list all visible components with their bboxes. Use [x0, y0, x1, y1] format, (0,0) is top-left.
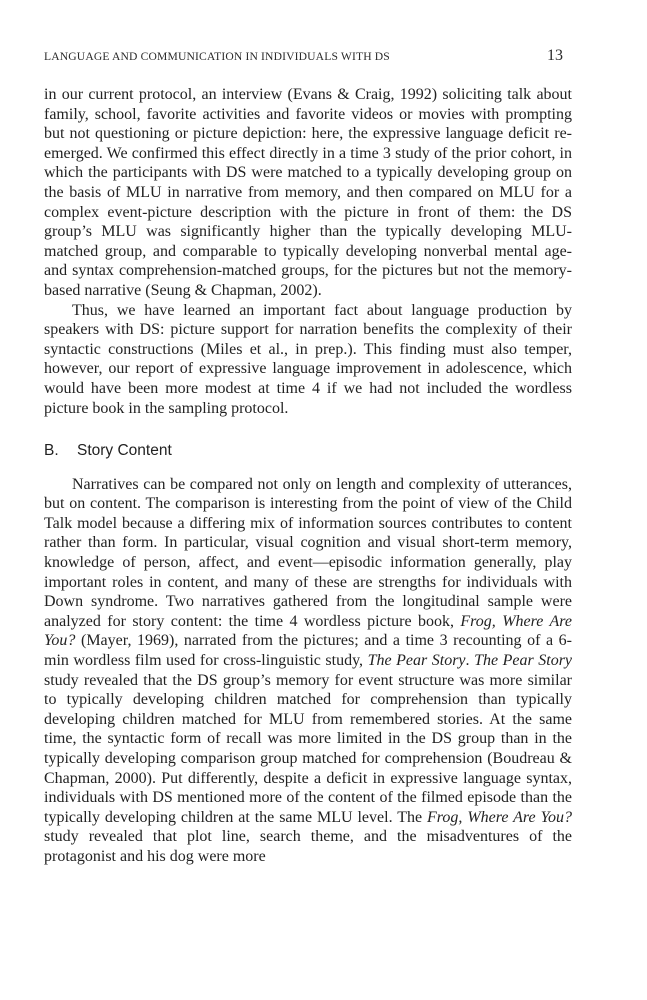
text-run: study revealed that plot line, search theme, and the misadventures of the protagonist and his dog were more: [44, 828, 572, 865]
paragraph-story-content: [44, 475, 572, 867]
section-title: Story Content: [77, 442, 172, 460]
section-heading: [44, 441, 572, 461]
section-letter: B.: [44, 442, 59, 460]
film-title-pear-story: The Pear Story: [367, 652, 466, 670]
paragraph-thus: Thus, we have learned an important fact about language production by speakers with DS: picture support for narration benefits the complexity of their syntactic constructions (Miles et al., in prep.). This finding must also temper, however, our report of expressive language improvement in adolescence, which would have been more modest at time 4 if we had not included the wordless picture book in the sampling protocol.: [44, 301, 572, 417]
film-title-pear-story: The Pear Story: [474, 652, 573, 670]
body-text: [44, 85, 572, 867]
text-run: Narratives can be compared not only on length and complexity of utterances, but on content. The comparison is interesting from the point of view of the Child Talk model because a differing mix of information sources contributes to content rather than form. In particular, visual cognition and visual short-term memory, knowledge of person, affect, and event—episodic information generally, play important roles in content, and many of these are strengths for individuals with Down syndrome. Two narratives gathered from the longitudinal sample were analyzed for story content: the time 4 wordless picture book,: [44, 475, 572, 630]
book-title-frog: Frog, Where Are You?: [44, 612, 572, 650]
text-run: .: [465, 652, 475, 670]
text-run: (Mayer, 1969), narrated from the pictures; and a time 3 recounting of a 6-min wordless film used for cross-linguistic study,: [44, 632, 572, 670]
book-title-frog: Frog, Where Are You?: [427, 808, 573, 826]
page-number: 13: [547, 47, 563, 64]
page-header: [44, 47, 563, 65]
text-run: study revealed that the DS group’s memory for event structure was more similar to typically developing children matched for comprehension than typically developing children matched for MLU from remembered stories. At the same time, the syntactic form of recall was more limited in the DS group than in the typically developing comparison group matched for comprehension (Boudreau & Chapman, 2000). Put differently, despite a deficit in expressive language syntax, individuals with DS mentioned more of the content of the filmed episode than the typically developing children at the same MLU level. The: [44, 671, 572, 826]
paragraph-continuation: in our current protocol, an interview (Evans & Craig, 1992) soliciting talk about family, school, favorite activities and favorite videos or movies with prompting but not questioning or picture depiction: here, the expressive language deficit re-emerged. We confirmed this effect directly in a time 3 study of the prior cohort, in which the participants with DS were matched to a typically developing group on the basis of MLU in narrative from memory, and then compared on MLU for a complex event-picture description with the picture in front of them: the DS group’s MLU was significantly higher than the typically developing MLU-matched group, and comparable to typically developing nonverbal mental age- and syntax comprehension-matched groups, for the pictures but not the memory-based narrative (Seung & Chapman, 2002).: [44, 86, 572, 299]
running-head: LANGUAGE AND COMMUNICATION IN INDIVIDUALS WITH DS: [44, 50, 390, 63]
